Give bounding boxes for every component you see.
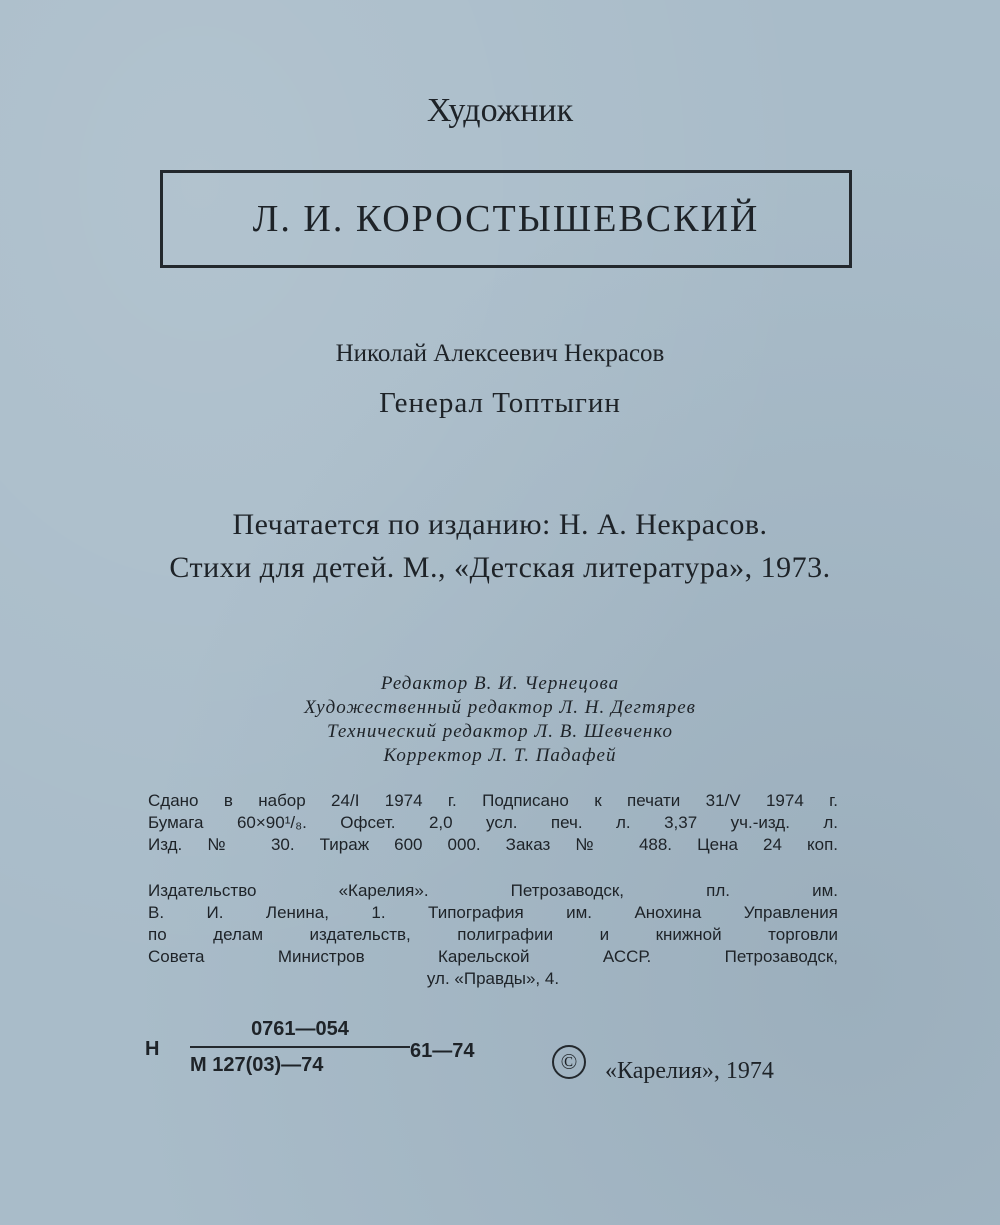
credits-block [0, 672, 1000, 768]
credit-technical-editor: Технический редактор Л. В. Шевченко [327, 721, 673, 742]
publisher-line: В. И. Ленина, 1. Типография им. Анохина Управления [148, 903, 838, 922]
artist-name: Л. И. КОРОСТЫШЕВСКИЙ [252, 198, 760, 240]
publisher-line: ул. «Правды», 4. [426, 969, 560, 988]
copyright-icon: © [552, 1045, 586, 1079]
classification-denominator: М 127(03)—74 [190, 1054, 324, 1076]
publisher-line: Издательство «Карелия». Петрозаводск, пл. им. [148, 881, 838, 900]
book-title: Генерал Топтыгин [379, 387, 621, 419]
print-detail-line: Сдано в набор 24/I 1974 г. Подписано к печати 31/V 1974 г. [148, 791, 838, 810]
credit-art-editor: Художественный редактор Л. Н. Дегтярев [304, 697, 696, 718]
publisher-line: по делам издательств, полиграфии и книжной торговли [148, 925, 838, 944]
classification-numerator: 0761—054 [251, 1018, 349, 1040]
publisher-line: Совета Министров Карельской АССР. Петрозаводск, [148, 947, 838, 966]
artist-name-frame [160, 170, 852, 268]
credit-editor: Редактор В. И. Чернецова [380, 673, 620, 694]
source-line-1: Печатается по изданию: Н. А. Некрасов. [232, 508, 768, 541]
classification-letter: Н [145, 1038, 160, 1060]
credit-proofreader: Корректор Л. Т. Падафей [383, 745, 617, 766]
artist-label: Художник [426, 92, 574, 129]
print-detail-line: Бумага 60×90¹/₈. Офсет. 2,0 усл. печ. л. 3,37 уч.-изд. л. [148, 813, 838, 832]
author-name: Николай Алексеевич Некрасов [335, 340, 665, 367]
publisher-details [148, 880, 838, 990]
classification-fraction-rule [190, 1046, 410, 1048]
classification-suffix: 61—74 [410, 1040, 475, 1062]
source-line-2: Стихи для детей. М., «Детская литература», 1973. [169, 551, 831, 584]
print-details [148, 790, 838, 856]
copyright-text: «Карелия», 1974 [605, 1058, 774, 1084]
print-detail-line: Изд. № 30. Тираж 600 000. Заказ № 488. Цена 24 коп. [148, 835, 838, 854]
